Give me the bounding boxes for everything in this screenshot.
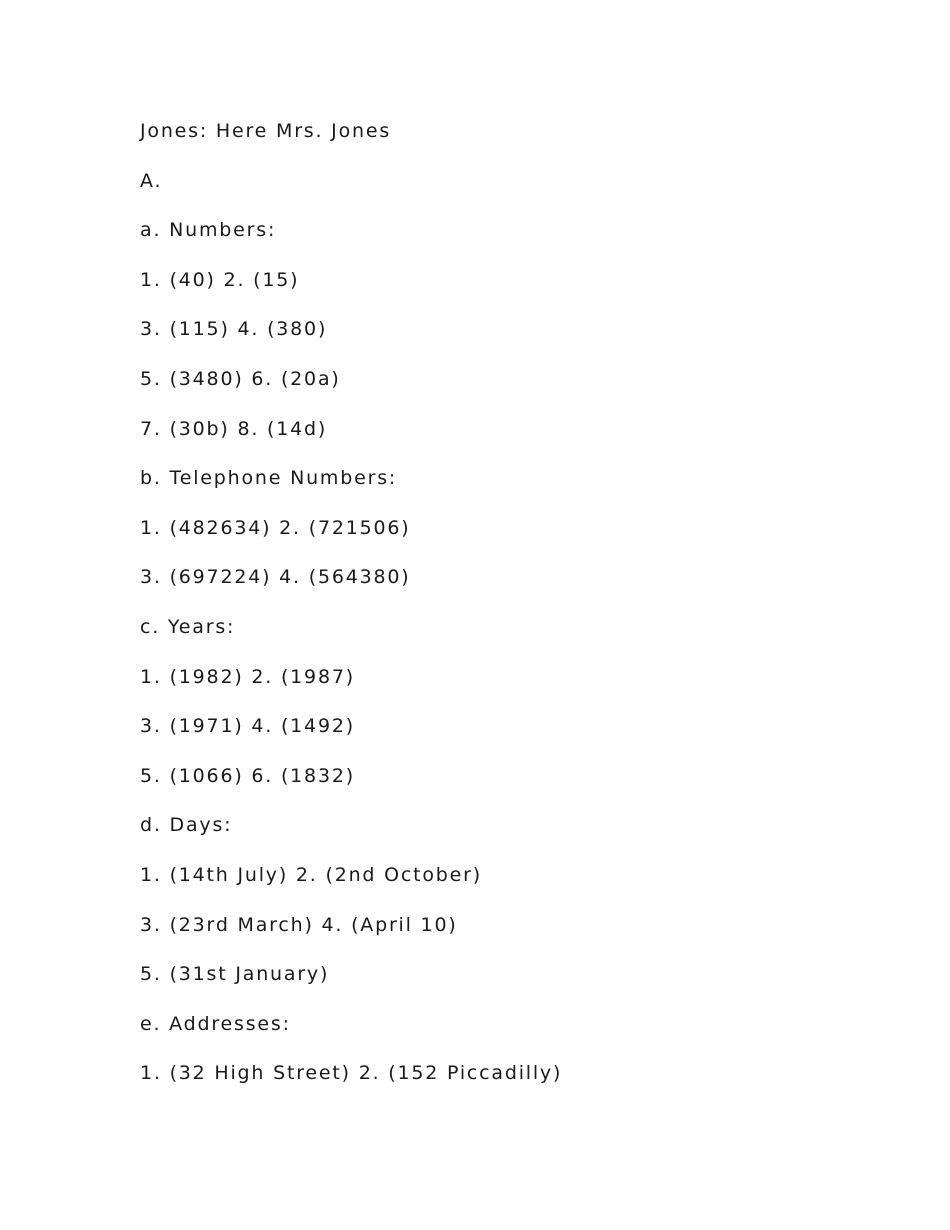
- answer-line: 3. (23rd March) 4. (April 10): [140, 913, 458, 936]
- answer-line: 3. (115) 4. (380): [140, 318, 328, 341]
- answer-line: 5. (3480) 6. (20a): [140, 367, 341, 390]
- answer-line: 1. (482634) 2. (721506): [140, 516, 411, 539]
- document-body: [140, 116, 900, 1108]
- section-heading: A.: [140, 169, 163, 192]
- subsection-heading-days: d. Days:: [140, 814, 233, 837]
- answer-line: 1. (40) 2. (15): [140, 268, 300, 291]
- subsection-heading-numbers: a. Numbers:: [140, 219, 277, 242]
- speaker-line: Jones: Here Mrs. Jones: [140, 120, 392, 142]
- subsection-heading-addresses: e. Addresses:: [140, 1012, 291, 1035]
- answer-line: 1. (1982) 2. (1987): [140, 665, 355, 688]
- answer-line: 3. (1971) 4. (1492): [140, 715, 355, 738]
- answer-line: 1. (32 High Street) 2. (152 Piccadilly): [140, 1062, 563, 1085]
- subsection-heading-years: c. Years:: [140, 615, 236, 638]
- answer-line: 1. (14th July) 2. (2nd October): [140, 863, 482, 886]
- answer-line: 3. (697224) 4. (564380): [140, 566, 411, 589]
- answer-line: 5. (31st January): [140, 963, 330, 986]
- answer-line: 5. (1066) 6. (1832): [140, 764, 355, 787]
- answer-line: 7. (30b) 8. (14d): [140, 417, 328, 440]
- subsection-heading-telephone: b. Telephone Numbers:: [140, 467, 398, 490]
